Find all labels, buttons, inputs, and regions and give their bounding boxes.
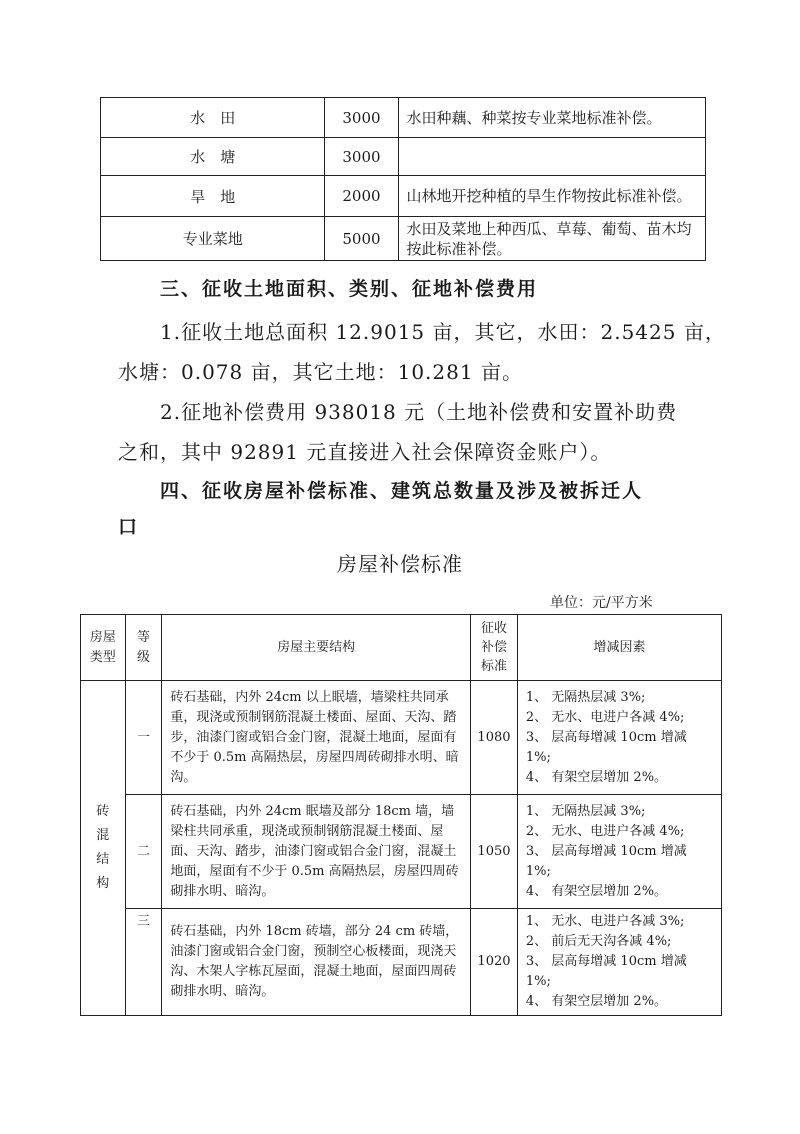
factor-item: 4、 有架空层增加 2%。 — [525, 769, 668, 785]
table-header-row — [81, 615, 722, 681]
factors-cell — [517, 681, 721, 795]
section-3-para-1-line-2: 水塘：0.078 亩，其它土地：10.281 亩。 — [118, 360, 523, 384]
house-compensation-table — [80, 614, 722, 1016]
section-3-para-2-line-2: 之和，其中 92891 元直接进入社会保障资金账户）。 — [118, 440, 612, 464]
factor-item: 2、 前后无天沟各减 4%; — [525, 934, 672, 949]
factors-cell — [517, 909, 721, 1016]
land-note-cell: 水田种藕、种菜按专业菜地标准补偿。 — [398, 98, 706, 138]
factor-item: 1、 无水、电进户各减 3%; — [525, 914, 685, 929]
standard-cell: 1020 — [471, 909, 518, 1016]
factor-item: 2、 无水、电进户各减 4%; — [525, 823, 685, 839]
factor-item: 1、 无隔热层减 3%; — [525, 689, 646, 705]
table-row — [81, 681, 722, 795]
land-type-cell: 水 田 — [101, 98, 325, 138]
factor-item: 3、 层高每增减 10cm 增减 1%; — [525, 843, 687, 879]
standard-cell: 1050 — [471, 795, 518, 909]
header-factors: 增减因素 — [517, 615, 721, 681]
factor-item: 3、 层高每增减 10cm 增减 1%; — [525, 954, 687, 989]
house-table-title: 房屋补偿标准 — [337, 552, 463, 576]
table-row — [101, 176, 706, 217]
table-row — [101, 98, 706, 138]
factor-item: 1、 无隔热层减 3%; — [525, 803, 646, 819]
standard-cell: 1080 — [471, 681, 518, 795]
table-row — [101, 217, 706, 261]
header-standard: 征收 补偿 标准 — [471, 615, 518, 681]
land-type-cell: 专业菜地 — [101, 217, 325, 261]
land-value-cell: 3000 — [325, 138, 398, 176]
structure-cell: 砖石基础，内外 24cm 以上眠墙，墙梁柱共同承重，现浇或预制钢筋混凝土楼面、屋面、天沟、踏步，油漆门窗或铝合金门窗，混凝土地面，屋面有不少于 0.5m 高隔热层，房屋四周砖砌排水明、暗沟。 — [162, 681, 471, 795]
factor-item: 2、 无水、电进户各减 4%; — [525, 709, 685, 725]
land-type-cell: 旱 地 — [101, 176, 325, 217]
grade-cell: 二 — [125, 795, 162, 909]
factors-cell — [517, 795, 721, 909]
land-note-cell: 水田及菜地上种西瓜、草莓、葡萄、苗木均按此标准补偿。 — [398, 217, 706, 261]
header-house-type: 房屋 类型 — [81, 615, 126, 681]
house-table-unit: 单位：元/平方米 — [550, 595, 653, 611]
section-3-para-2-line-1: 2.征地补偿费用 938018 元（土地补偿费和安置补助费 — [160, 400, 678, 424]
grade-cell: 三 — [125, 909, 162, 1016]
table-row — [81, 795, 722, 909]
section-4-heading-line-2: 口 — [118, 516, 140, 538]
header-structure: 房屋主要结构 — [162, 615, 471, 681]
grade-cell: 一 — [125, 681, 162, 795]
table-row — [101, 138, 706, 176]
land-type-cell: 水 塘 — [101, 138, 325, 176]
land-value-cell: 2000 — [325, 176, 398, 217]
land-note-cell: 山林地开挖种植的旱生作物按此标准补偿。 — [398, 176, 706, 217]
header-grade: 等 级 — [125, 615, 162, 681]
section-3-para-1-line-1: 1.征收土地总面积 12.9015 亩，其它，水田：2.5425 亩， — [160, 320, 726, 344]
category-brick-concrete: 砖 混 结 构 — [81, 681, 126, 1016]
land-note-cell — [398, 138, 706, 176]
structure-cell: 砖石基础，内外 24cm 眠墙及部分 18cm 墙，墙梁柱共同承重，现浇或预制钢筋混凝土楼面、屋面、天沟、踏步，油漆门窗或铝合金门窗，混凝土地面，屋面有不少于 0.5m 高隔热层，房屋四周砖砌排水明、暗沟。 — [162, 795, 471, 909]
land-value-cell: 3000 — [325, 98, 398, 138]
factor-item: 4、 有架空层增加 2%。 — [525, 994, 668, 1009]
structure-cell: 砖石基础，内外 18cm 砖墙，部分 24 cm 砖墙，油漆门窗或铝合金门窗，预制空心板楼面，现浇天沟、木架人字栋瓦屋面，混凝土地面，屋面四周砖砌排水明、暗沟。 — [162, 909, 471, 1016]
land-compensation-table — [100, 97, 706, 261]
section-3-heading: 三、征收土地面积、类别、征地补偿费用 — [160, 278, 539, 300]
factor-item: 3、 层高每增减 10cm 增减 1%; — [525, 729, 687, 765]
section-4-heading-line-1: 四、征收房屋补偿标准、建筑总数量及涉及被拆迁人 — [160, 480, 644, 502]
land-value-cell: 5000 — [325, 217, 398, 261]
table-row — [81, 909, 722, 1016]
factor-item: 4、 有架空层增加 2%。 — [525, 883, 668, 899]
